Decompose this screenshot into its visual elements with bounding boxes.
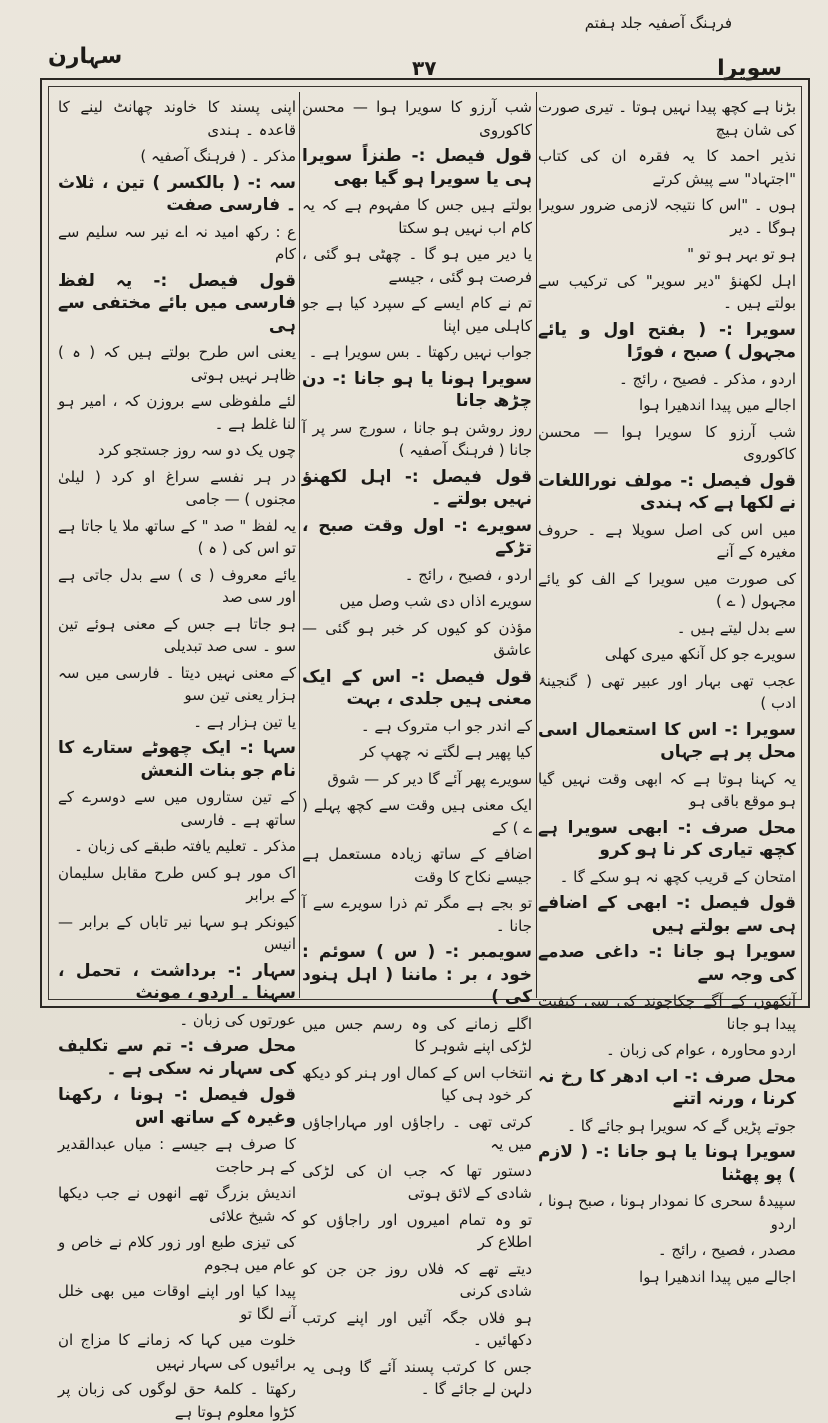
text-line: سویرا ہونا یا ہو جانا :- دن چڑھ جانا bbox=[302, 368, 532, 411]
text-line: نذیر احمد کا یہ فقرہ ان کی کتاب "اجتہاد" سے پیش کرتے bbox=[538, 147, 796, 188]
text-line: در ہر نفسے سراغ او کرد ( لیلیٰ مجنوں ) — جامی bbox=[58, 467, 296, 508]
text-line: کی تیزی طبع اور زور کلام نے خاص و عام میں ہجوم bbox=[58, 1233, 296, 1274]
text-line: سہا :- ایک چھوٹے ستارے کا نام جو بنات النعش bbox=[58, 738, 296, 781]
header-right-word: سویرا bbox=[717, 56, 782, 81]
text-line: دیتے تھے کہ فلاں روز جن جن کو شادی کرنی bbox=[302, 1259, 532, 1300]
text-line: سہ :- ( بالکسر ) تین ، ثلاث ۔ فارسی صفت bbox=[58, 172, 296, 215]
text-line: جس کا کرتب پسند آئے گا وہی یہ دلہن لے جائے گا ۔ bbox=[302, 1357, 532, 1398]
text-line: محل صرف :- تم سے تکلیف کی سہار نہ سکی ہے ۔ bbox=[58, 1036, 296, 1079]
text-line: سویرا ہونا یا ہو جانا :- ( لازم ) پو پھٹنا bbox=[538, 1142, 796, 1185]
text-line: ہو تو بہر ہو تو " bbox=[687, 245, 796, 263]
text-line: محل صرف :- اب ادھر کا رخ نہ کرنا ، ورنہ اتنے bbox=[538, 1066, 796, 1109]
text-line: خلوت میں کہا کہ زمانے کا مزاج ان برائیوں کی سہار نہیں bbox=[58, 1331, 296, 1372]
text-line: یہ کہنا ہوتا ہے کہ ابھی وقت نہیں گیا ہو موقع باقی ہو bbox=[538, 769, 796, 810]
text-line: پیدا کیا اور اپنے اوقات میں بھی خلل آنے لگا تو bbox=[58, 1282, 296, 1323]
text-line: قول فیصل :- مولف نوراللغات نے لکھا ہے کہ ہندی bbox=[538, 470, 796, 513]
text-line: اجالے میں پیدا اندھیرا ہوا bbox=[639, 396, 796, 414]
text-line: کیا پھیر ہے لگتے نہ چھپ کر bbox=[360, 743, 532, 761]
text-line: مصدر ، فصیح ، رائج ۔ bbox=[657, 1241, 796, 1259]
text-line: عورتوں کی زبان ۔ bbox=[179, 1010, 296, 1029]
text-line: بولتے ہیں جس کا مفہوم ہے کہ یہ کام اب نہیں ہو سکتا bbox=[302, 196, 532, 237]
text-line: یا تین ہزار ہے ۔ bbox=[193, 712, 296, 731]
text-line: جوتے پڑیں گے کہ سویرا ہو جائے گا ۔ bbox=[567, 1116, 796, 1135]
text-line: اردو محاورہ ، عوام کی زبان ۔ bbox=[606, 1041, 796, 1059]
text-line: سویرے جو کل آنکھ میری کھلی bbox=[604, 645, 796, 663]
text-line: اندیش بزرگ تھے انھوں نے جب دیکھا کہ شیخ علائی bbox=[58, 1184, 296, 1225]
text-line: مؤذن کو کیوں کر خبر ہو گئی — عاشق bbox=[302, 618, 532, 659]
text-line: اپنی پسند کا خاوند چھانٹ لینے کا قاعدہ ۔ ہندی bbox=[58, 98, 296, 139]
text-line: کے معنی نہیں دیتا ۔ فارسی میں سہ ہزار یعنی تین سو bbox=[58, 663, 296, 704]
text-line: قول فیصل :- اس کے ایک معنی ہیں جلدی ، بہت bbox=[302, 666, 532, 709]
text-line: دستور تھا کہ جب ان کی لڑکی شادی کے لائق ہوتی bbox=[302, 1161, 532, 1202]
text-line: اجالے میں پیدا اندھیرا ہوا bbox=[639, 1267, 796, 1286]
text-line: شب آرزو کا سویرا ہوا — محسن کاکوروی bbox=[302, 98, 532, 139]
text-line: سپیدۂ سحری کا نمودار ہونا ، صبح ہونا ، اردو bbox=[538, 1192, 796, 1233]
text-line: کے تین ستاروں میں سے دوسرے کے ساتھ ہے ۔ فارسی bbox=[58, 788, 296, 829]
text-line: سویرے پھر آئے گا دیر کر — شوق bbox=[327, 769, 532, 788]
text-line: سویرا :- ( بفتح اول و یائے مجہول ) صبح ، فورًا bbox=[538, 319, 796, 362]
text-line: رکھتا ۔ کلمۂ حق لوگوں کی زبان پر کڑوا معلوم ہوتا ہے bbox=[58, 1380, 296, 1421]
text-line: قول فیصل :- یہ لفظ فارسی میں بائے مختفی سے ہی bbox=[58, 270, 296, 336]
text-line: سویرا :- اس کا استعمال اسی محل پر ہے جہاں bbox=[538, 719, 796, 762]
column-divider bbox=[536, 92, 537, 998]
text-line: لئے ملفوظی سے بروزن کہ ، امیر ہو لنا غلط ہے ۔ bbox=[58, 392, 296, 433]
text-line: سویرے اذاں دی شب وصل میں bbox=[339, 592, 532, 610]
text-column-left bbox=[58, 96, 296, 1421]
text-line: تو بجے ہے مگر تم ذرا سویرے سے آ جانا ۔ bbox=[302, 894, 532, 935]
text-column-middle bbox=[302, 96, 532, 1398]
text-line: اردو ، فصیح ، رائج ۔ bbox=[404, 565, 532, 584]
text-line: قول فیصل :- اہل لکھنؤ نہیں بولتے ۔ bbox=[302, 466, 532, 509]
text-line: ہوں ۔ "اس کا نتیجہ لازمی ضرور سویرا ہوگا ۔ دیر bbox=[538, 196, 796, 237]
page-header bbox=[40, 28, 800, 81]
text-line: ایک معنی ہیں وقت سے کچھ پہلے ( ے ) کے bbox=[302, 796, 532, 837]
text-line: بڑنا ہے کچھ پیدا نہیں ہوتا ۔ تیری صورت کی شان ہیچ bbox=[538, 98, 796, 139]
text-line: روز روشن ہو جانا ، سورج سر پر آ جانا ( فرہنگ آصفیہ ) bbox=[302, 418, 532, 459]
text-line: سویرا ہو جانا :- داغی صدمے کی وجہ سے bbox=[538, 942, 796, 985]
text-line: میں اس کی اصل سویلا ہے ۔ حروف مغیرہ کے آنے bbox=[538, 520, 796, 561]
text-line: کے اندر جو اب متروک ہے ۔ bbox=[360, 716, 532, 735]
text-line: امتحان کے قریب کچھ نہ ہو سکے گا ۔ bbox=[559, 867, 796, 886]
text-line: تو وہ تمام امیروں اور راجاؤں کو اطلاع کر bbox=[302, 1210, 532, 1251]
text-line: مذکر ۔ تعلیم یافتہ طبقے کی زبان ۔ bbox=[74, 837, 296, 855]
text-line: اردو ، مذکر ۔ فصیح ، رائج ۔ bbox=[619, 369, 796, 388]
text-line: عجب تھی بہار اور عبیر تھی ( گنجینۂ ادب ) bbox=[538, 671, 796, 712]
text-line: مذکر ۔ ( فرہنگ آصفیہ ) bbox=[140, 147, 296, 165]
text-line: قول فیصل :- ہونا ، رکھنا وغیرہ کے ساتھ اس bbox=[58, 1085, 296, 1128]
text-line: کا صرف ہے جیسے : میاں عبدالقدیر کے ہر حاجت bbox=[58, 1135, 296, 1176]
text-line: ہو فلاں جگہ آئیں اور اپنے کرتب دکھائیں ۔ bbox=[302, 1308, 532, 1349]
text-line: سہار :- برداشت ، تحمل ، سہنا ۔ اردو ، مونث bbox=[58, 960, 296, 1003]
text-line: انتخاب اس کے کمال اور ہنر کو دیکھ کر خود ہی کیا bbox=[302, 1063, 532, 1104]
text-line: ہو جاتا ہے جس کے معنی ہوئے تین سو ۔ سی صد تبدیلی bbox=[58, 614, 296, 655]
text-line: محل صرف :- ابھی سویرا ہے کچھ تیاری کر نا ہو کرو bbox=[538, 817, 796, 860]
column-divider bbox=[299, 92, 300, 998]
text-line: جواب نہیں رکھتا ۔ بس سویرا ہے ۔ bbox=[308, 343, 532, 361]
text-line: سویرے :- اول وقت صبح ، تڑکے bbox=[302, 515, 532, 558]
text-line: آنکھوں کے آگے چکاچوند کی سی کیفیت پیدا ہو جانا bbox=[538, 992, 796, 1033]
text-line: یہ لفظ " صد " کے ساتھ ملا یا جاتا ہے تو اس کی ( ہ ) bbox=[58, 516, 296, 557]
text-line: قول فیصل :- ابھی کے اضافے ہی سے بولتے ہیں bbox=[538, 893, 796, 936]
page-number: ۳۷ bbox=[412, 56, 437, 80]
text-line: سویمبر :- ( س ) سوئم : خود ، بر : ماننا ( اہل ہنود کی ) bbox=[302, 942, 532, 1007]
text-line: قول فیصل :- طنزاً سویرا ہی یا سویرا ہو گیا بھی bbox=[302, 146, 532, 189]
text-line: اگلے زمانے کی وہ رسم جس میں لڑکی اپنے شوہر کا bbox=[302, 1014, 532, 1055]
text-line: تم نے کام ایسے کے سپرد کیا ہے جو کاہلی میں اپنا bbox=[302, 294, 532, 335]
text-line: کیونکر ہو سہا نیر تاباں کے برابر — انیس bbox=[58, 912, 296, 953]
text-line: کی صورت میں سویرا کے الف کو یائے مجہول ( ے ) bbox=[538, 569, 796, 610]
text-line: یعنی اس طرح بولتے ہیں کہ ( ہ ) ظاہر نہیں ہوتی bbox=[58, 343, 296, 384]
text-line: ع : رکھ امید نہ اے نیر سہ سلیم سے کام bbox=[58, 222, 296, 263]
text-line: چوں یک دو سہ روز جستجو کرد bbox=[98, 441, 296, 459]
text-column-right bbox=[538, 96, 796, 1286]
text-line: اک مور ہو کس طرح مقابل سلیمان کے برابر bbox=[58, 863, 296, 904]
text-line: اضافے کے ساتھ زیادہ مستعمل ہے جیسے نکاح کا وقت bbox=[302, 845, 532, 886]
running-head: فرہنگ آصفیہ جلد ہفتم bbox=[584, 14, 732, 32]
text-line: کرتی تھی ۔ راجاؤں اور مہاراجاؤں میں یہ bbox=[302, 1112, 532, 1153]
text-line: شب آرزو کا سویرا ہوا — محسن کاکوروی bbox=[538, 422, 796, 463]
text-line: یا دیر میں ہو گا ۔ چھٹی ہو گئی ، فرصت ہو گئی ، جیسے bbox=[302, 245, 532, 286]
header-left-word: سہارن bbox=[48, 44, 123, 69]
text-line: سے بدل لیتے ہیں ۔ bbox=[676, 618, 796, 637]
text-line: اہل لکھنؤ "دیر سویر" کی ترکیب سے بولتے ہیں ۔ bbox=[538, 271, 796, 312]
text-line: یائے معروف ( ی ) سے بدل جاتی ہے اور سی صد bbox=[58, 565, 296, 606]
